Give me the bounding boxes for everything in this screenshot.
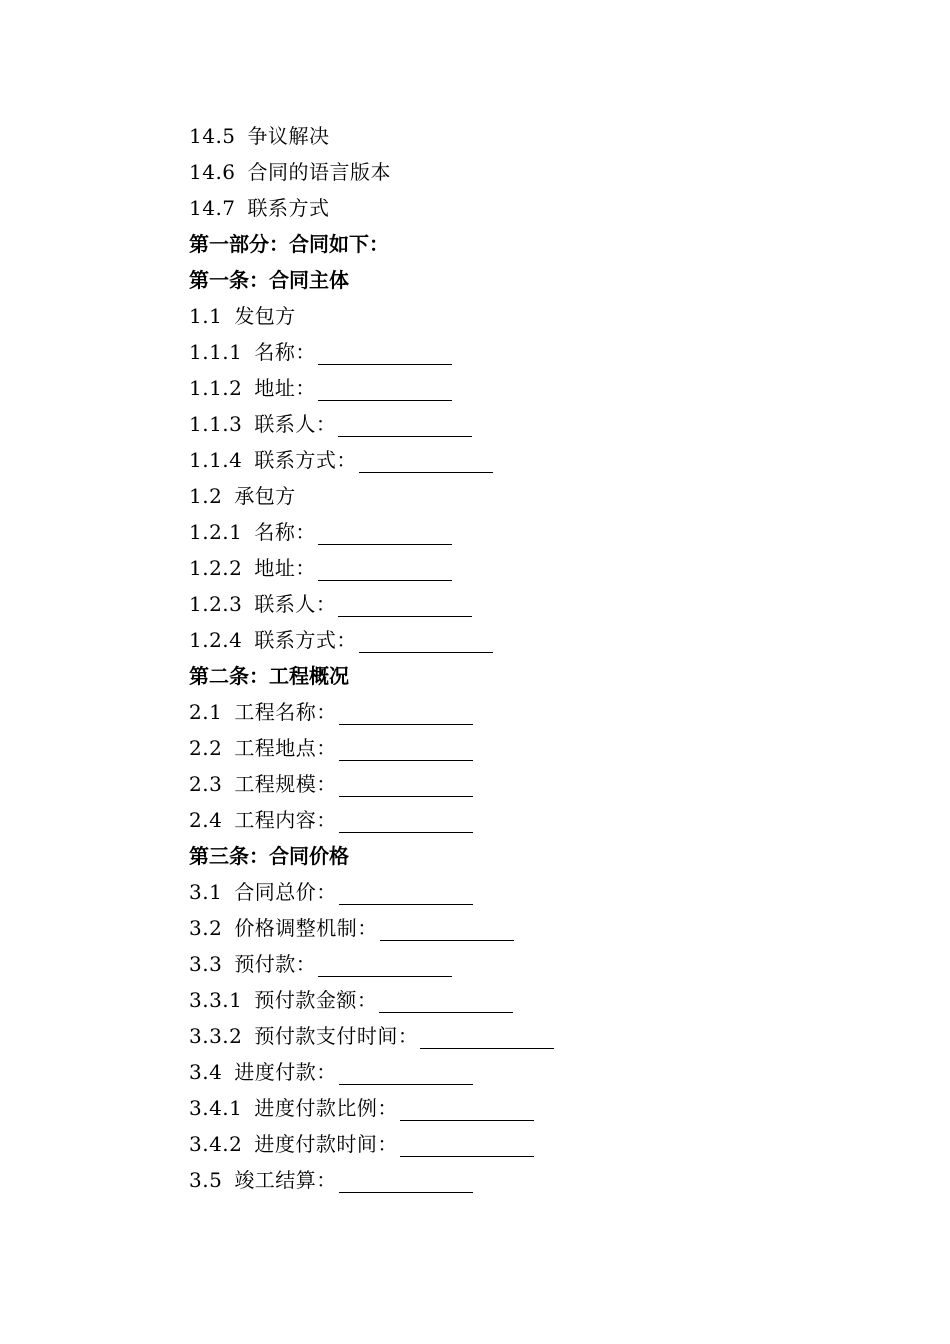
clause-label: 进度付款： xyxy=(234,1060,337,1084)
clause-line xyxy=(189,298,889,334)
clause-number: 1.1.4 xyxy=(189,448,243,472)
clause-line xyxy=(189,118,889,154)
clause-label: 争议解决 xyxy=(247,124,330,148)
clause-line xyxy=(189,1162,889,1198)
fill-in-blank-line xyxy=(380,939,514,941)
clause-label: 联系人： xyxy=(254,412,337,436)
clause-line xyxy=(189,694,889,730)
fill-in-blank-line xyxy=(318,579,452,581)
clause-label: 联系方式： xyxy=(254,628,357,652)
fill-in-blank-line xyxy=(318,399,452,401)
fill-in-blank-line xyxy=(338,435,472,437)
clause-number: 3.4.1 xyxy=(189,1096,243,1120)
clause-line xyxy=(189,1018,889,1054)
clause-line xyxy=(189,154,889,190)
section-heading: 第一条：合同主体 xyxy=(189,268,349,292)
clause-label: 地址： xyxy=(254,376,316,400)
clause-number: 3.3.1 xyxy=(189,988,243,1012)
fill-in-blank-line xyxy=(339,1083,473,1085)
fill-in-blank-line xyxy=(400,1119,534,1121)
clause-number: 1.1.2 xyxy=(189,376,243,400)
fill-in-blank-line xyxy=(339,723,473,725)
clause-number: 3.4.2 xyxy=(189,1132,243,1156)
clause-line xyxy=(189,946,889,982)
clause-number: 1.1.1 xyxy=(189,340,243,364)
clause-line xyxy=(189,514,889,550)
clause-number: 3.3.2 xyxy=(189,1024,243,1048)
fill-in-blank-line xyxy=(420,1047,554,1049)
clause-number: 1.2.2 xyxy=(189,556,243,580)
clause-line xyxy=(189,982,889,1018)
clause-label: 工程规模： xyxy=(234,772,337,796)
section-heading: 第三条：合同价格 xyxy=(189,844,349,868)
clause-label: 联系人： xyxy=(254,592,337,616)
fill-in-blank-line xyxy=(339,831,473,833)
document-body xyxy=(189,118,889,1198)
clause-line xyxy=(189,370,889,406)
fill-in-blank-line xyxy=(339,759,473,761)
clause-label: 地址： xyxy=(254,556,316,580)
clause-label: 进度付款比例： xyxy=(254,1096,398,1120)
clause-number: 14.5 xyxy=(189,124,236,148)
clause-label: 预付款： xyxy=(234,952,317,976)
clause-number: 1.2 xyxy=(189,484,223,508)
clause-label: 工程名称： xyxy=(234,700,337,724)
clause-label: 预付款支付时间： xyxy=(254,1024,419,1048)
clause-line xyxy=(189,766,889,802)
fill-in-blank-line xyxy=(338,615,472,617)
clause-line xyxy=(189,730,889,766)
clause-number: 1.2.4 xyxy=(189,628,243,652)
clause-label: 合同总价： xyxy=(234,880,337,904)
clause-line xyxy=(189,1126,889,1162)
fill-in-blank-line xyxy=(359,471,493,473)
clause-label: 名称： xyxy=(254,340,316,364)
clause-number: 1.2.3 xyxy=(189,592,243,616)
fill-in-blank-line xyxy=(339,1191,473,1193)
clause-number: 1.1 xyxy=(189,304,223,328)
clause-number: 2.2 xyxy=(189,736,223,760)
fill-in-blank-line xyxy=(318,363,452,365)
section-heading: 第二条：工程概况 xyxy=(189,664,349,688)
clause-label: 发包方 xyxy=(234,304,296,328)
fill-in-blank-line xyxy=(339,795,473,797)
clause-number: 14.7 xyxy=(189,196,236,220)
clause-label: 预付款金额： xyxy=(254,988,378,1012)
fill-in-blank-line xyxy=(339,903,473,905)
clause-number: 2.4 xyxy=(189,808,223,832)
clause-line xyxy=(189,622,889,658)
clause-label: 合同的语言版本 xyxy=(247,160,392,184)
fill-in-blank-line xyxy=(359,651,493,653)
clause-number: 2.3 xyxy=(189,772,223,796)
section-heading: 第一部分：合同如下： xyxy=(189,232,389,256)
clause-line xyxy=(189,802,889,838)
clause-number: 2.1 xyxy=(189,700,223,724)
clause-line xyxy=(189,586,889,622)
clause-number: 3.4 xyxy=(189,1060,223,1084)
clause-line xyxy=(189,406,889,442)
clause-line xyxy=(189,1054,889,1090)
fill-in-blank-line xyxy=(318,975,452,977)
clause-line xyxy=(189,190,889,226)
clause-label: 价格调整机制： xyxy=(234,916,378,940)
clause-line xyxy=(189,1090,889,1126)
clause-label: 名称： xyxy=(254,520,316,544)
clause-label: 联系方式： xyxy=(254,448,357,472)
clause-number: 3.3 xyxy=(189,952,223,976)
clause-line xyxy=(189,442,889,478)
clause-label: 工程内容： xyxy=(234,808,337,832)
fill-in-blank-line xyxy=(400,1155,534,1157)
clause-number: 3.5 xyxy=(189,1168,223,1192)
clause-label: 联系方式 xyxy=(247,196,330,220)
clause-label: 工程地点： xyxy=(234,736,337,760)
clause-number: 3.1 xyxy=(189,880,223,904)
clause-number: 3.2 xyxy=(189,916,223,940)
clause-label: 进度付款时间： xyxy=(254,1132,398,1156)
clause-number: 1.1.3 xyxy=(189,412,243,436)
fill-in-blank-line xyxy=(318,543,452,545)
fill-in-blank-line xyxy=(379,1011,513,1013)
clause-line xyxy=(189,910,889,946)
clause-label: 竣工结算： xyxy=(234,1168,337,1192)
clause-line xyxy=(189,334,889,370)
clause-label: 承包方 xyxy=(234,484,296,508)
clause-line xyxy=(189,874,889,910)
clause-line xyxy=(189,478,889,514)
clause-line xyxy=(189,550,889,586)
clause-number: 14.6 xyxy=(189,160,236,184)
clause-number: 1.2.1 xyxy=(189,520,243,544)
